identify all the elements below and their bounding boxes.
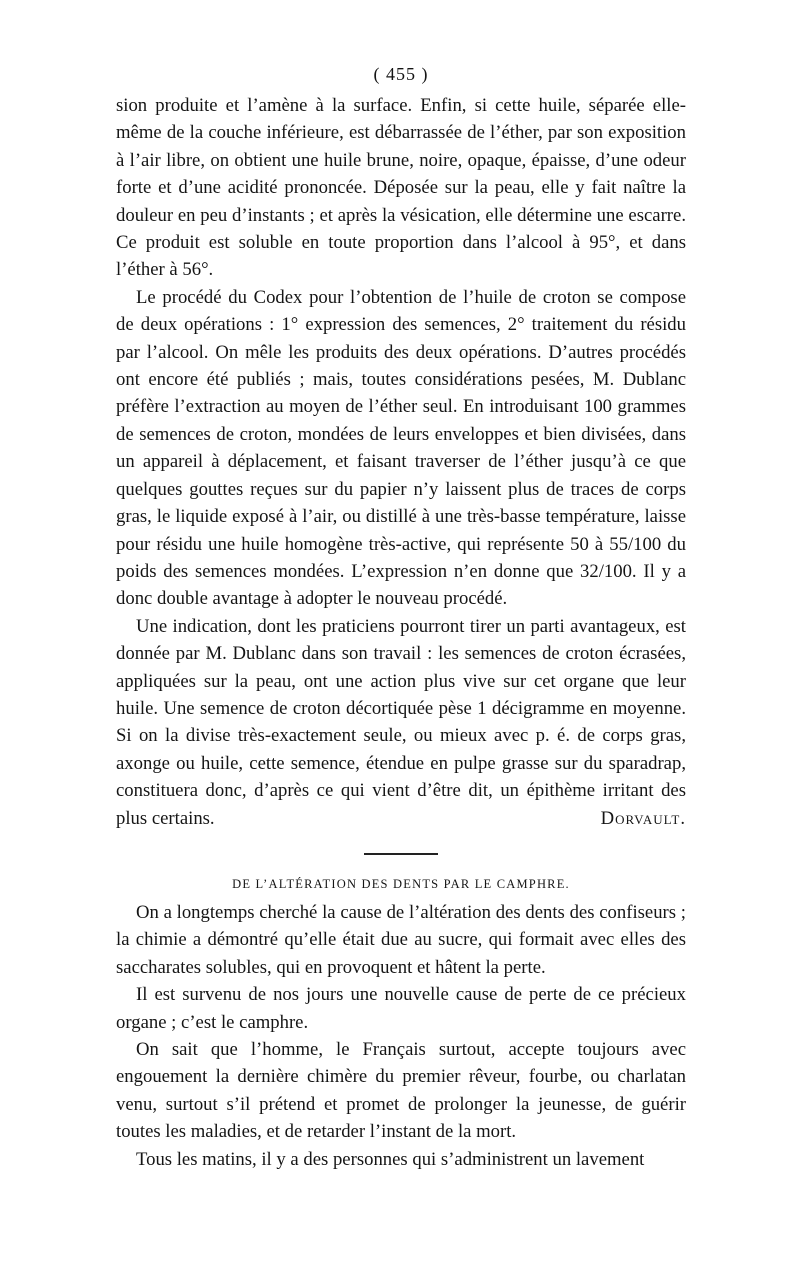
page-number: ( 455 ) [373, 64, 429, 84]
paragraph: Tous les matins, il y a des personnes qui s’administrent un lavement [136, 1148, 645, 1170]
book-page [116, 62, 686, 1173]
paragraph: Il est survenu de nos jours une nouvelle cause de perte de ce précieux organe ; c’est le camphre. [116, 984, 686, 1033]
article-camphor [116, 874, 686, 1173]
section-divider [364, 853, 438, 855]
article-croton-oil [116, 92, 686, 832]
paragraph: On sait que l’homme, le Français surtout, accepte toujours avec engouement la dernière chimère du premier rêveur, fourbe, ou charlatan venu, surtout s’il prétend et promet de prolonger la jeunesse, de guérir toutes les maladies, et de retarder l’instant de la mort. [116, 1039, 686, 1143]
paragraph: On a longtemps cherché la cause de l’altération des dents des confiseurs ; la chimie a démontré qu’elle était due au sucre, qui formait avec elles des saccharates solubles, qui en provoquent et hâtent la perte. [116, 901, 686, 978]
author-signature: Dorvault. [600, 807, 686, 829]
paragraph: sion produite et l’amène à la surface. Enfin, si cette huile, séparée elle-même de la couche inférieure, est débarrassée de l’éther, par son exposition à l’air libre, on obtient une huile brune, noire, opaque, épaisse, d’une odeur forte et d’une acidité prononcée. Déposée sur la peau, elle y fait naître la douleur en peu d’instants ; et après la vésication, elle détermine une escarre. Ce produit est soluble en toute proportion dans l’alcool à 95°, et dans l’éther à 56°. [116, 95, 686, 281]
section-title: DE L’ALTÉRATION DES DENTS PAR LE CAMPHRE. [232, 876, 570, 891]
paragraph [116, 613, 686, 832]
paragraph-text: Une indication, dont les praticiens pourront tirer un parti avantageux, est donnée par M. Dublanc dans son travail : les semences de croton écrasées, appliquées sur la peau, ont une action plus vive sur cet organe que leur huile. Une semence de croton décortiquée pèse 1 décigramme en moyenne. Si on la divise très-exactement seule, ou mieux avec p. é. de corps gras, axonge ou huile, cette semence, étendue en pulpe grasse sur du sparadrap, constituera donc, d’après ce qui vient d’être dit, un épithème irritant des plus certains. [116, 615, 686, 829]
paragraph: Le procédé du Codex pour l’obtention de l’huile de croton se compose de deux opérations : 1° expression des semences, 2° traitement du résidu par l’alcool. On mêle les produits des deux opérations. D’autres procédés ont encore été publiés ; mais, toutes considérations pesées, M. Dublanc préfère l’extraction au moyen de l’éther seul. En introduisant 100 grammes de semences de croton, mondées de leurs enveloppes et bien divisées, dans un appareil à déplacement, et faisant traverser de l’éther jusqu’à ce que quelques gouttes reçues sur du papier n’y laissent plus de traces de corps gras, le liquide exposé à l’air, ou distillé à une très-basse température, laisse pour résidu une huile homogène très-active, qui représente 50 à 55/100 du poids des semences mondées. L’expression n’en donne que 32/100. Il y a donc double avantage à adopter le nouveau procédé. [116, 286, 686, 610]
